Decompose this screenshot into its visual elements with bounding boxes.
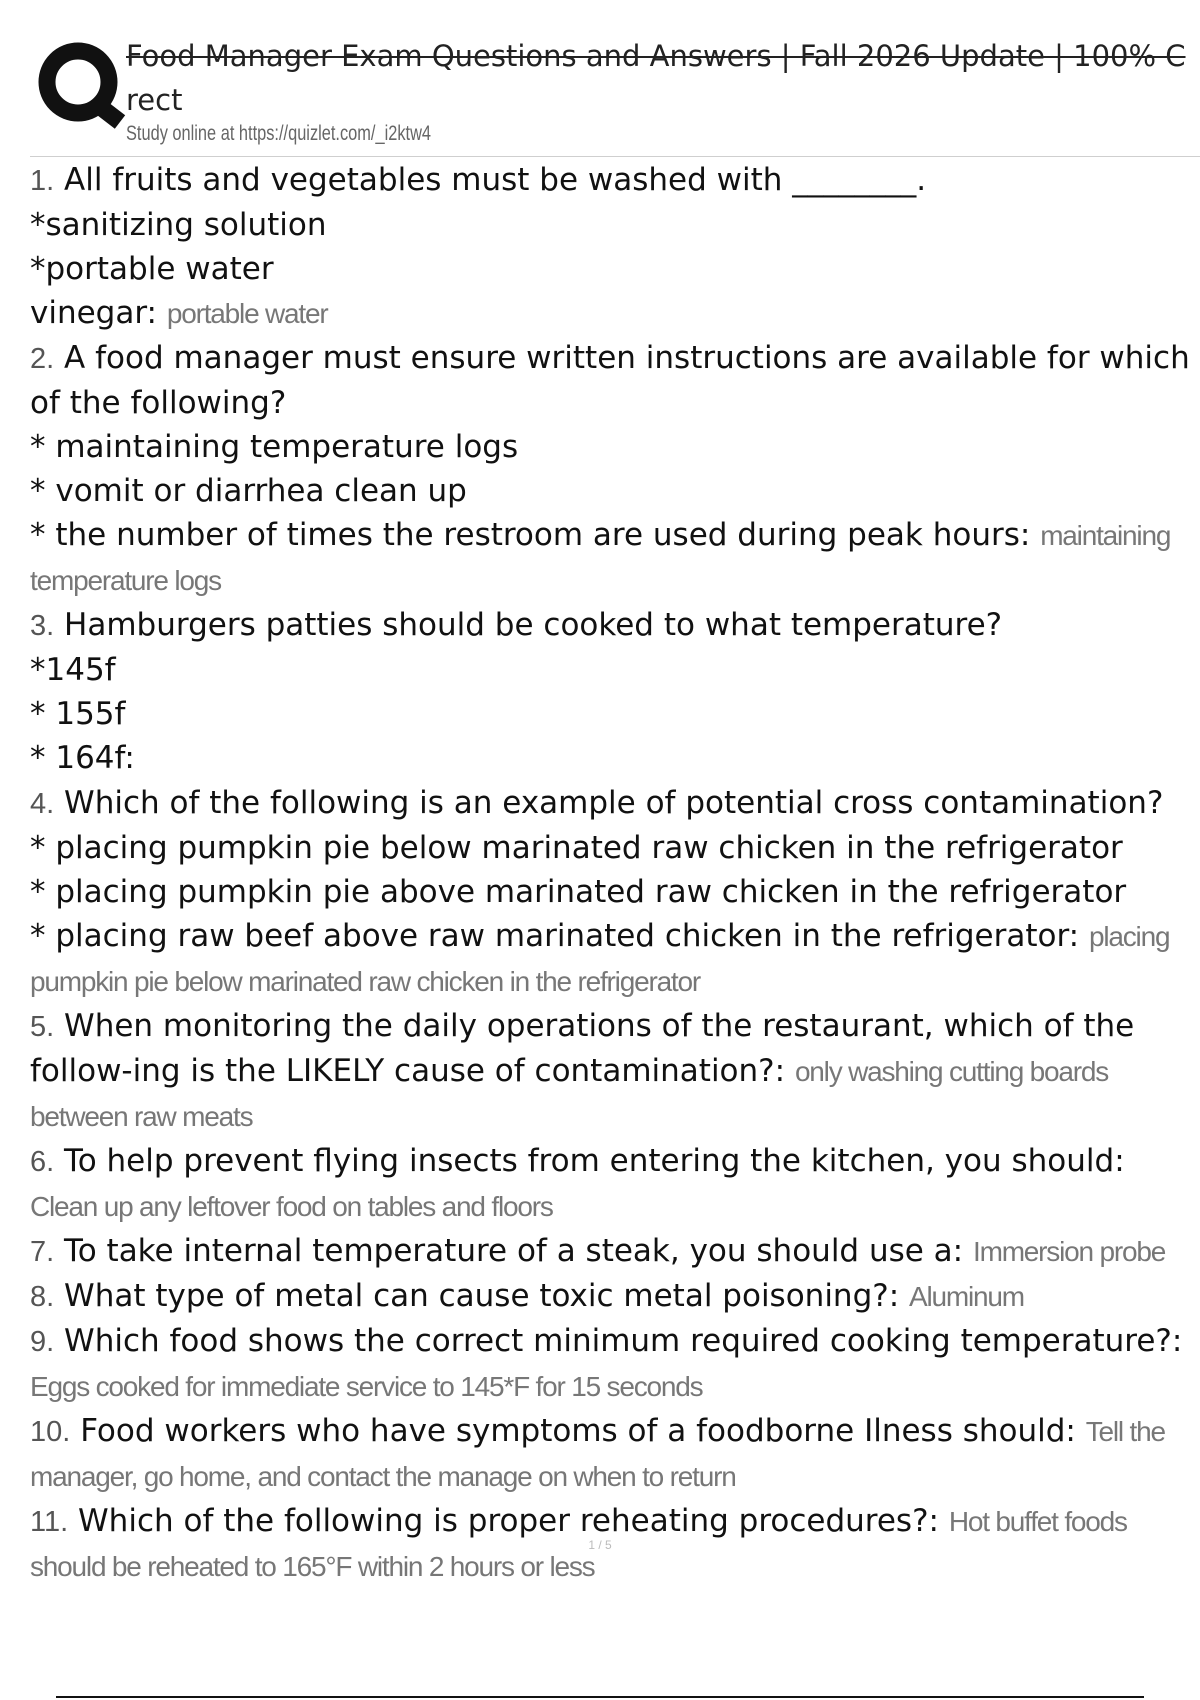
- answer-text: Hot buffet foods should be reheated to 165°F within 2 hours or less: [30, 1506, 1134, 1582]
- question-number: 9.: [30, 1326, 55, 1358]
- study-online-link[interactable]: Study online at https://quizlet.com/_i2ktw4: [126, 122, 432, 145]
- question-text: Which of the following is proper reheating procedures?:: [78, 1503, 939, 1539]
- question-number: 10.: [30, 1416, 71, 1448]
- question-item-6: [30, 1139, 1200, 1229]
- question-text: A food manager must ensure written instructions are available for which of the following? * maintaining temperature logs * vomit or diarrhea clean up * the number of times the restroom are used during peak hours:: [30, 340, 1190, 553]
- question-text: Which of the following is an example of potential cross contamination? * placing pumpkin pie below marinated raw chicken in the refrigerator * placing pumpkin pie above marinated raw chicken in the refrigerator * placing raw beef above raw marinated chicken in the refrigerator:: [30, 785, 1164, 954]
- question-text: To take internal temperature of a steak, you should use a:: [64, 1233, 964, 1269]
- question-item-2: [30, 336, 1200, 603]
- question-list: [30, 158, 1200, 1582]
- question-text: To help prevent flying insects from entering the kitchen, you should:: [64, 1143, 1125, 1179]
- question-text: When monitoring the daily operations of the restaurant, which of the follow-ing is the LIKELY cause of contamination?:: [30, 1008, 1145, 1089]
- question-item-7: [30, 1229, 1200, 1274]
- question-item-4: [30, 781, 1200, 1004]
- answer-text: portable water: [166, 298, 328, 329]
- question-item-10: [30, 1409, 1200, 1499]
- question-item-5: [30, 1004, 1200, 1139]
- answer-text: Aluminum: [909, 1281, 1024, 1312]
- question-number: 7.: [30, 1236, 55, 1268]
- question-item-9: [30, 1319, 1200, 1409]
- quizlet-logo-icon: [32, 34, 136, 138]
- question-text: Food workers who have symptoms of a foodborne Ilness should:: [80, 1413, 1076, 1449]
- question-number: 11.: [30, 1506, 69, 1538]
- title-line-1: Food Manager Exam Questions and Answers | Fall 2026 Update | 100% C: [126, 39, 1186, 73]
- title-line-2: rect: [126, 83, 183, 117]
- question-number: 1.: [30, 165, 55, 197]
- question-text: All fruits and vegetables must be washed with ________. *sanitizing solution *portable water vinegar:: [30, 162, 927, 331]
- answer-text: placing pumpkin pie below marinated raw chicken in the refrigerator: [30, 921, 1176, 997]
- header-divider: [30, 156, 1200, 157]
- question-number: 6.: [30, 1146, 55, 1178]
- document-title: [126, 34, 1200, 122]
- question-text: Hamburgers patties should be cooked to what temperature? *145f * 155f * 164f:: [30, 607, 1003, 776]
- question-number: 4.: [30, 788, 55, 820]
- page-number: 1 / 5: [588, 1538, 612, 1552]
- question-text: Which food shows the correct minimum required cooking temperature?:: [64, 1323, 1183, 1359]
- question-text: What type of metal can cause toxic metal poisoning?:: [64, 1278, 900, 1314]
- question-number: 2.: [30, 343, 55, 375]
- answer-text: Clean up any leftover food on tables and floors: [30, 1191, 553, 1222]
- answer-text: Tell the manager, go home, and contact the manage on when to return: [30, 1416, 1172, 1492]
- question-item-8: [30, 1274, 1200, 1319]
- document-header: [30, 26, 1200, 158]
- answer-text: maintaining temperature logs: [30, 520, 1177, 596]
- question-number: 3.: [30, 610, 55, 642]
- answer-text: Immersion probe: [972, 1236, 1166, 1267]
- question-number: 5.: [30, 1011, 55, 1043]
- answer-text: only washing cutting boards between raw meats: [30, 1056, 1115, 1132]
- question-item-1: [30, 158, 1200, 336]
- question-number: 8.: [30, 1281, 55, 1313]
- answer-text: Eggs cooked for immediate service to 145*F for 15 seconds: [30, 1371, 703, 1402]
- footer-divider: [56, 1696, 1144, 1698]
- question-item-3: [30, 603, 1200, 781]
